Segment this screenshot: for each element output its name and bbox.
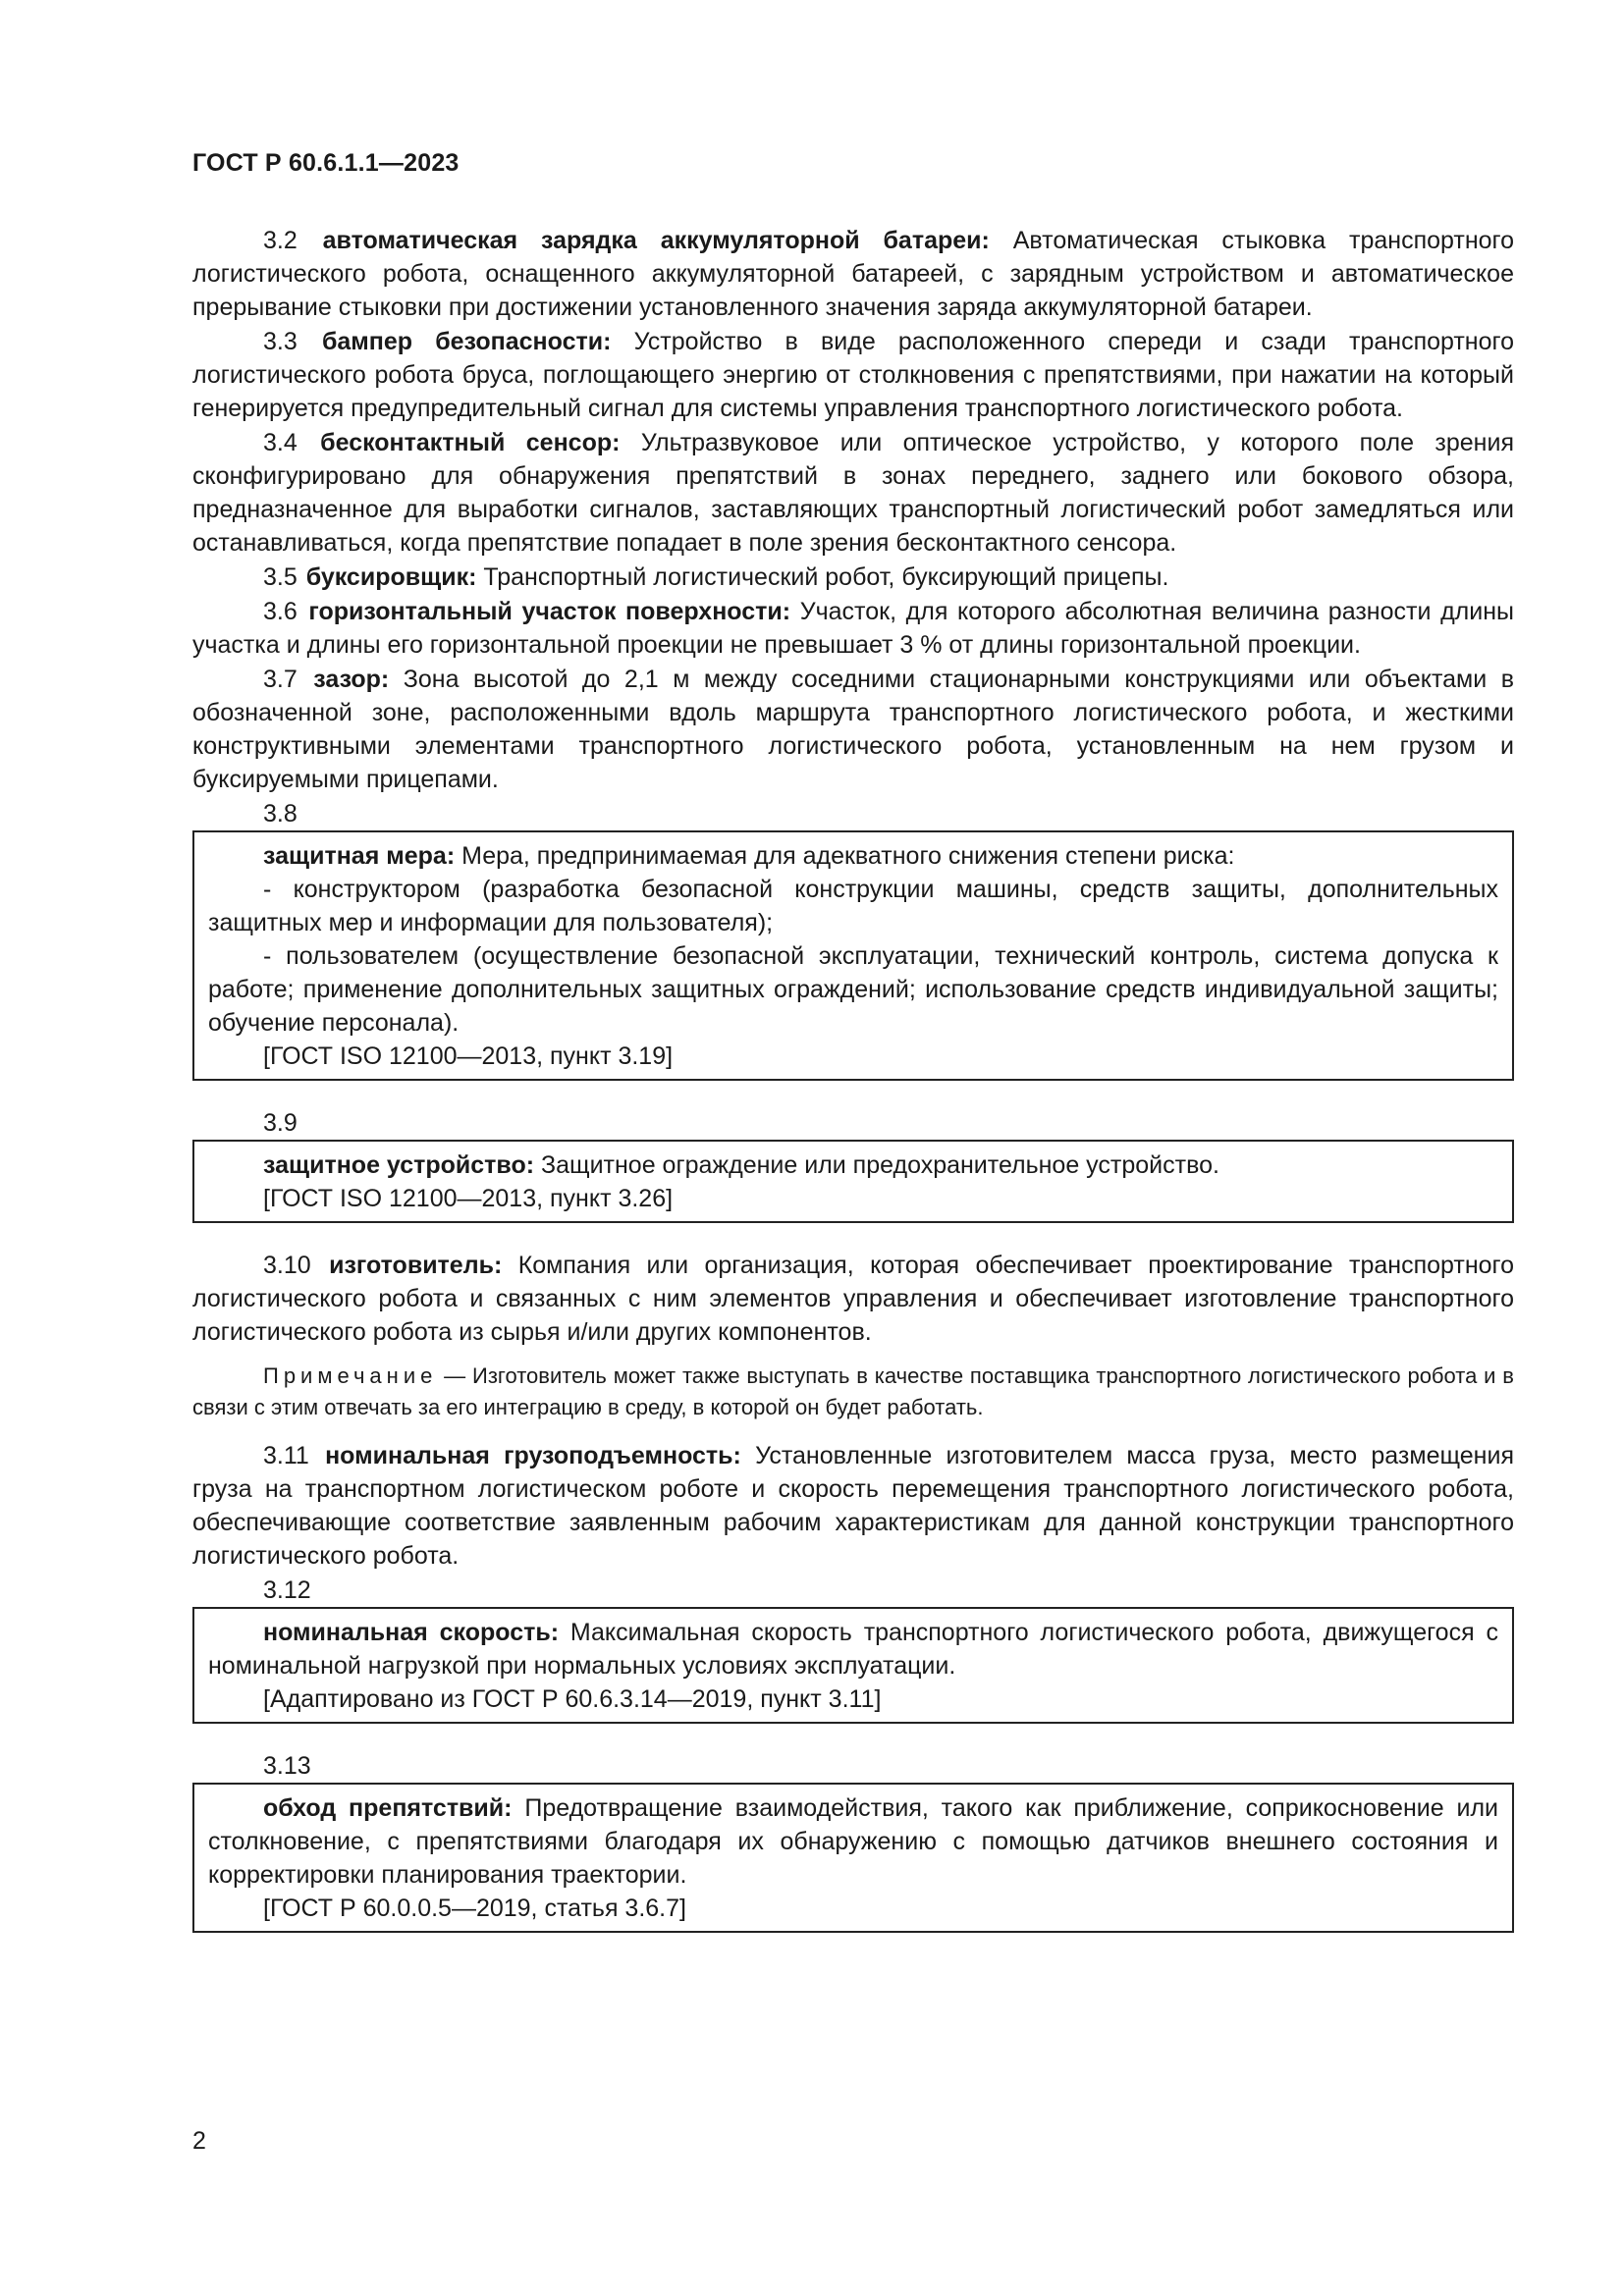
- source-reference: [Адаптировано из ГОСТ Р 60.6.3.14—2019, пункт 3.11]: [263, 1685, 882, 1713]
- term-number: 3.3: [263, 328, 298, 355]
- term-number: 3.6: [263, 598, 298, 625]
- source-reference: [ГОСТ ISO 12100—2013, пункт 3.26]: [263, 1185, 674, 1212]
- source-reference: [ГОСТ ISO 12100—2013, пункт 3.19]: [263, 1042, 674, 1070]
- term-entry-3-11: [192, 1439, 1514, 1573]
- term-title: изготовитель:: [329, 1252, 503, 1279]
- standard-id-header: ГОСТ Р 60.6.1.1—2023: [192, 149, 460, 177]
- term-entry-3-6: [192, 595, 1514, 662]
- term-title: зазор:: [313, 666, 390, 693]
- term-number-3-12: 3.12: [263, 1576, 311, 1604]
- quoted-term-box-3-9: [192, 1140, 1514, 1223]
- term-number-3-13: 3.13: [263, 1752, 311, 1780]
- term-definition: Зона высотой до 2,1 м между соседними стационарными конструкциями или объектами в обозначенной зоне, расположенными вдоль маршрута транспортного логистического робота, и жесткими конструктивными элементами транспортного логистического робота, установленным на нем грузом и буксируемыми прицепами.: [192, 666, 1514, 793]
- quoted-term-definition: [208, 1616, 1498, 1682]
- term-number: 3.5: [263, 563, 298, 591]
- quoted-term-box-3-12: [192, 1607, 1514, 1724]
- term-entry-3-10: [192, 1249, 1514, 1349]
- source-reference: [ГОСТ Р 60.0.0.5—2019, статья 3.6.7]: [263, 1895, 686, 1922]
- term-definition: Автоматическая стыковка транспортного логистического робота, оснащенного аккумуляторной батареей, с зарядным устройством и автоматическое прерывание стыковки при достижении установленного значения заряда аккумуляторной батареи.: [192, 227, 1514, 321]
- term-definition: Участок, для которого абсолютная величина разности длины участка и длины его горизонтальной проекции не превышает 3 % от длины горизонтальной проекции.: [192, 598, 1514, 659]
- terms-section: [192, 224, 1514, 1933]
- term-definition: Компания или организация, которая обеспечивает проектирование транспортного логистического робота и связанных с ним элементов управления и обеспечивает изготовление транспортного логистического робота из сырья и/или других компонентов.: [192, 1252, 1514, 1346]
- term-entry-3-2: [192, 224, 1514, 324]
- term-definition: Мера, предпринимаемая для адекватного снижения степени риска:: [455, 842, 1235, 870]
- term-entry-3-4: [192, 426, 1514, 560]
- term-number: 3.4: [263, 429, 298, 456]
- term-number: 3.2: [263, 227, 298, 254]
- term-number: 3.7: [263, 666, 298, 693]
- term-title: номинальная скорость:: [263, 1619, 560, 1646]
- term-entry-3-5: [192, 561, 1514, 594]
- term-entry-3-7: [192, 663, 1514, 796]
- quoted-term-definition: [208, 839, 1498, 873]
- term-definition: Предотвращение взаимодействия, такого как приближение, соприкосновение или столкновение, с препятствиями благодаря их обнаружению с помощью датчиков внешнего состояния и корректировки планирования траектории.: [208, 1794, 1498, 1889]
- term-number: 3.10: [263, 1252, 311, 1279]
- quoted-term-definition: [208, 1791, 1498, 1892]
- term-title: обход препятствий:: [263, 1794, 513, 1822]
- term-definition: Транспортный логистический робот, буксирующий прицепы.: [476, 563, 1169, 591]
- term-definition: Защитное ограждение или предохранительное устройство.: [534, 1151, 1219, 1179]
- note-paragraph: [192, 1361, 1514, 1423]
- term-title: буксировщик:: [305, 563, 477, 591]
- note-text: — Изготовитель может также выступать в качестве поставщика транспортного логистического робота и в связи с этим отвечать за его интеграцию в среду, в которой он будет работать.: [192, 1363, 1514, 1419]
- term-title: номинальная грузоподъемность:: [325, 1442, 741, 1469]
- term-number-3-9: 3.9: [263, 1109, 298, 1137]
- note-label: Примечание: [263, 1363, 438, 1388]
- term-number-3-8: 3.8: [263, 800, 298, 828]
- term-title: бампер безопасности:: [321, 328, 612, 355]
- quoted-term-definition: [208, 1148, 1498, 1182]
- term-definition: Максимальная скорость транспортного логистического робота, движущегося с номинальной нагрузкой при нормальных условиях эксплуатации.: [208, 1619, 1498, 1680]
- term-title: автоматическая зарядка аккумуляторной батареи:: [322, 227, 990, 254]
- quoted-term-box-3-13: [192, 1783, 1514, 1933]
- term-entry-3-3: [192, 325, 1514, 425]
- list-item-user: - пользователем (осуществление безопасной эксплуатации, технический контроль, система допуска к работе; применение дополнительных защитных ограждений; использование средств индивидуальной защиты; обучение персонала).: [208, 942, 1498, 1037]
- term-definition: Устройство в виде расположенного спереди и сзади транспортного логистического робота бруса, поглощающего энергию от столкновения с препятствиями, при нажатии на который генерируется предупредительный сигнал для системы управления транспортного логистического робота.: [192, 328, 1514, 422]
- term-title: защитное устройство:: [263, 1151, 535, 1179]
- quoted-term-box-3-8: [192, 830, 1514, 1081]
- page-number: 2: [192, 2127, 206, 2155]
- term-title: бесконтактный сенсор:: [320, 429, 621, 456]
- term-definition: Установленные изготовителем масса груза, место размещения груза на транспортном логистическом роботе и скорость перемещения транспортного логистического робота, обеспечивающие соответствие заявленным рабочим характеристикам для данной конструкции транспортного логистического робота.: [192, 1442, 1514, 1570]
- term-title: защитная мера:: [263, 842, 456, 870]
- term-title: горизонтальный участок поверхности:: [308, 598, 791, 625]
- term-number: 3.11: [263, 1442, 309, 1469]
- list-item-designer: - конструктором (разработка безопасной конструкции машины, средств защиты, дополнительных защитных мер и информации для пользователя);: [208, 876, 1498, 936]
- term-definition: Ультразвуковое или оптическое устройство, у которого поле зрения сконфигурировано для обнаружения препятствий в зонах переднего, заднего или бокового обзора, предназначенное для выработки сигналов, заставляющих транспортный логистический робот замедляться или останавливаться, когда препятствие попадает в поле зрения бесконтактного сенсора.: [192, 429, 1514, 557]
